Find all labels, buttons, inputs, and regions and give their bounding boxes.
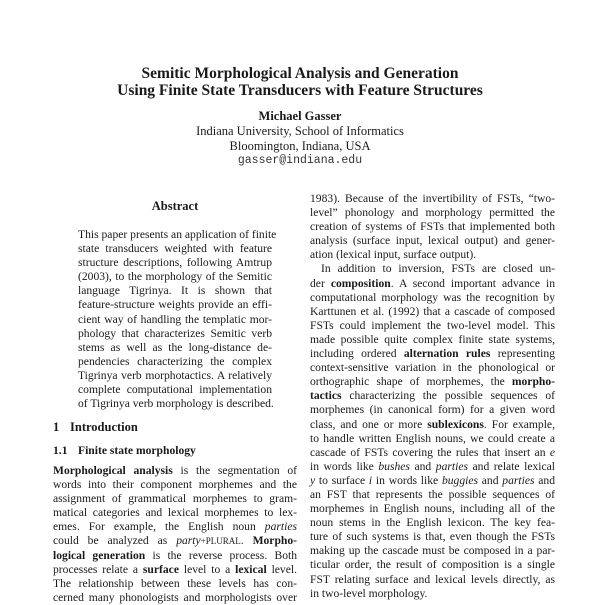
text-line: orthographic shape of morphemes, the morpho- [310,375,555,389]
author-name: Michael Gasser [258,109,342,123]
section-heading [53,420,138,435]
text-line: morphemes in English nouns, including all of the [310,502,555,516]
text-line: In addition to inversion, FSTs are closed un- [321,262,555,276]
text-line: level” phonology and morphology permitted the [310,206,555,220]
author-affiliation: Indiana University, School of Informatics [196,124,404,138]
abstract-line: language Tigrinya. It is shown that [78,284,272,298]
text-line: 1983). Because of the invertibility of FSTs, “two- [310,192,555,205]
text-line: in words like bushes and parties and relate lexical [310,459,555,473]
text-line: cerned many phonologists and morphologists over [53,590,297,604]
right-column-body [310,192,555,601]
text-line: cascade of FSTs covering the rules that insert an e [310,445,555,459]
text-line: noun stems in the English lexicon. The key fea- [310,516,555,530]
term-morphological-analysis: Morphological analysis [53,464,173,477]
text-line: words into their component morphemes and the [53,478,297,492]
abstract-line: cient way of handling the templatic mor- [78,312,272,326]
text-line: emes. For example, the English noun parties [53,520,297,534]
text-line: FSTs could implement the two-level model. This [310,318,555,332]
text-line: FST relating surface and lexical levels directly, as [310,572,555,586]
text-line: processes relate a surface level to a lexical level. [53,562,297,576]
text-line: ture of such systems is that, even though the FSTs [310,530,555,544]
abstract-line: structure descriptions, following Amtrup [78,256,272,270]
author-email: gasser@indiana.edu [237,154,363,167]
abstract-line: phology that characterizes Semitic verb [78,326,272,340]
abstract-line: This paper presents an application of finite [78,228,277,241]
text-line: y to surface i in words like buggies and parties and [310,473,555,487]
text-line: der composition. A second important advance in [310,276,556,290]
author-location: Bloomington, Indiana, USA [229,139,371,153]
text-line: class, and one or more sublexicons. For example, [310,417,555,431]
text-line: ation (lexical input, surface output). [310,248,477,262]
abstract-line: Tigrinya verb morphotactics. A relatively [78,368,272,382]
abstract-line: stems as well as the long-distance de- [78,340,272,354]
text-line: ticular order, the result of composition is a single [310,558,555,572]
text-line: making up the cascade must be composed in a par- [310,544,555,558]
title-line-1: Semitic Morphological Analysis and Generation [141,65,459,82]
abstract-line: feature-structure weights provide an effi- [78,298,272,312]
text-line: to handle written English nouns, we could create a [310,431,555,445]
text-line: Karttunen et al. (1992) that a cascade of composed [310,304,555,318]
subsection-heading [53,444,196,457]
text-line: matical categories and lexical morphemes to lex- [53,506,297,520]
subsection-title: Finite state morphology [78,444,196,457]
abstract-line: complete computational implementation [78,383,272,397]
abstract-line: state transducers weighted with feature [78,242,272,256]
abstract-line: of Tigrinya verb morphology is described. [78,397,274,411]
text-line: computational morphology was the recognition by [310,290,555,304]
text-line: Morphological analysis is the segmentation of [53,464,298,477]
abstract-line: (2003), to the morphology of the Semitic [78,270,272,284]
text-line: made possible quite complex finite state systems, [310,332,555,346]
text-line: assignment of grammatical morphemes to gram- [53,492,297,506]
abstract-line: pendencies characterizing the complex [78,354,272,368]
section-title: Introduction [70,420,138,434]
text-line: morphemes (in canonical form) for a given word [310,403,555,417]
text-line: The relationship between these levels has con- [53,576,297,590]
text-line: logical generation is the reverse process. Both [53,548,298,562]
text-line: including ordered alternation rules representing [310,347,555,361]
text-line: creation of systems of FSTs that implemented both [310,220,555,234]
text-line: an FST that represents the possible sequences of [310,487,555,501]
section-number: 1 [53,420,60,434]
abstract-heading: Abstract [151,199,199,213]
text-line: analysis (surface input, lexical output) and gener- [310,234,555,248]
left-column-body [53,464,297,605]
text-line: in two-level morphology. [310,586,428,600]
text-line: could be analyzed as party+PLURAL. Morpho- [53,534,298,548]
text-line: context-sensitive variation in the phonological or [310,361,555,375]
title-line-2: Using Finite State Transducers with Feature Structures [117,82,483,99]
text-line: tactics characterizing the possible sequences of [310,389,555,403]
abstract-body [78,228,277,411]
subsection-number: 1.1 [53,444,68,457]
